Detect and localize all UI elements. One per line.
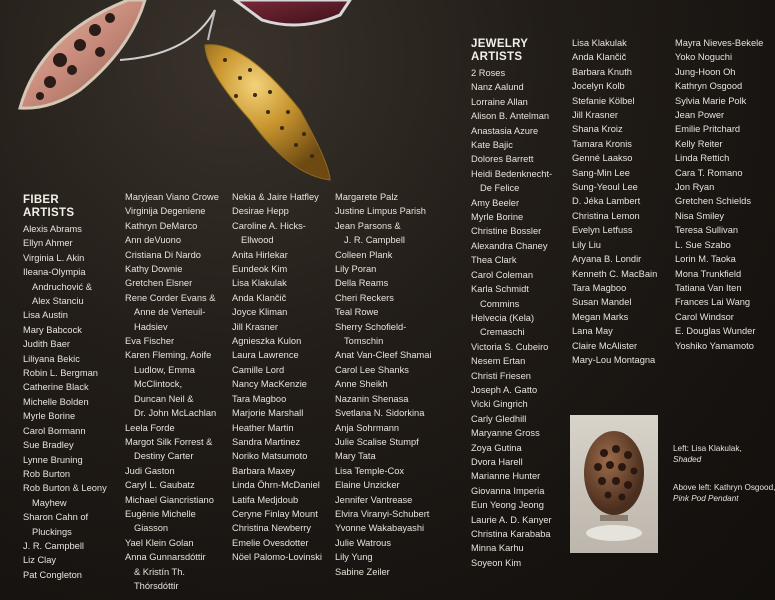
artist-name: Kate Bajic <box>471 140 513 151</box>
artist-name: Eugènie Michelle Giasson <box>125 508 196 534</box>
artist-name: Virginija Degeniene <box>125 206 206 217</box>
artist-name: Genné Laakso <box>572 153 633 164</box>
artist-name: Anda Klančič <box>572 52 627 63</box>
artist-name: Yvonne Wakabayashi <box>335 523 425 534</box>
artist-name: Cristiana Di Nardo <box>125 249 201 260</box>
artist-name: Tara Magboo <box>232 393 287 404</box>
jewelry-artists-heading: JEWELRY ARTISTS <box>471 38 529 63</box>
artist-name: Virginia L. Akin <box>23 252 85 263</box>
artist-name: Lynne Bruning <box>23 454 83 465</box>
artist-name: Ellyn Ahmer <box>23 238 73 249</box>
artist-name: Mary Tata <box>335 451 376 462</box>
artist-name: Noriko Matsumoto <box>232 451 308 462</box>
artist-name: Catherine Black <box>23 382 89 393</box>
artist-name: Nekia & Jaire Hatfley <box>232 192 319 202</box>
artist-name: Teal Rowe <box>335 307 379 318</box>
artist-name: Rob Burton & Leony Mayhew <box>23 483 107 508</box>
artist-name: Lily Yung <box>335 552 373 563</box>
caption-above-left <box>673 483 775 504</box>
artist-name: Lisa Klakulak <box>232 278 287 289</box>
artist-name: Liliyana Bekic <box>23 353 80 364</box>
artist-name: Kathy Downie <box>125 264 183 275</box>
artist-name: Nancy MacKenzie <box>232 379 307 390</box>
artist-name: Maryanne Gross <box>471 428 540 439</box>
artist-name: Julie Scalise Stumpf <box>335 436 419 447</box>
artist-name: Zoya Gutina <box>471 442 522 453</box>
artist-name: Shana Kroiz <box>572 124 623 135</box>
artist-name: Jill Krasner <box>232 321 278 332</box>
artist-name: Heidi Bedenknecht- De Felice <box>471 168 553 194</box>
artist-name: Barbara Knuth <box>572 66 632 77</box>
artist-name: Lisa Klakulak <box>572 38 627 48</box>
artist-name: Emilie Pritchard <box>675 124 741 135</box>
artist-name: Teresa Sullivan <box>675 225 739 236</box>
artist-name: Lily Poran <box>335 264 377 275</box>
jewelry-artists-column-2 <box>572 36 672 367</box>
artist-name: Anita Hirlekar <box>232 249 288 260</box>
artist-name: Judith Baer <box>23 339 71 350</box>
artist-name: Minna Karhu <box>471 543 524 554</box>
artist-name: Jennifer Vantrease <box>335 494 413 505</box>
artist-name: Gretchen Schields <box>675 196 751 207</box>
artist-name: Victoria S. Cubeiro <box>471 341 549 352</box>
artist-name: 2 Roses <box>471 68 506 78</box>
artist-name: Jean Parsons & J. R. Campbell <box>335 220 405 246</box>
artist-name: Claire McAlister <box>572 340 638 351</box>
artist-name: Yoshiko Yamamoto <box>675 340 754 351</box>
artist-name: Lily Liu <box>572 239 601 250</box>
artist-name: Elvira Viranyi-Schubert <box>335 508 430 519</box>
artist-name: Robin L. Bergman <box>23 368 98 379</box>
artist-name: Jean Power <box>675 110 725 121</box>
artist-name: Nanz Aalund <box>471 82 524 93</box>
caption-above-title: Pink Pod Pendant <box>673 493 739 503</box>
artist-name: Nöel Palomo-Lovinski <box>232 552 322 563</box>
artist-name: Myrle Borine <box>471 212 524 223</box>
fiber-artists-column-3 <box>232 190 337 565</box>
artist-name: Amy Beeler <box>471 197 520 208</box>
fiber-artists-heading: FIBER ARTISTS <box>23 194 75 219</box>
artist-name: Susan Mandel <box>572 297 632 308</box>
artist-name: Joyce Kliman <box>232 307 288 318</box>
artist-name: Christine Bossler <box>471 226 542 237</box>
artist-name: Alexandra Chaney <box>471 240 548 251</box>
artist-name: Justine Limpus Parish <box>335 206 426 217</box>
artist-name: Laurie A. D. Kanyer <box>471 514 552 525</box>
artist-name: Carol Coleman <box>471 269 534 280</box>
artist-name: Karen Fleming, Aoife Ludlow, Emma McClintock, Duncan Neil & Dr. John McLachlan <box>125 350 217 419</box>
artist-name: Sabine Zeiler <box>335 566 390 577</box>
artist-name: Frances Lai Wang <box>675 297 751 308</box>
caption-left-prefix: Left: Lisa Klakulak, <box>673 444 742 453</box>
artist-name: Eundeok Kim <box>232 264 288 275</box>
artist-name: Christina Lemon <box>572 210 640 221</box>
artist-name: Myrle Borine <box>23 411 76 422</box>
artist-name: Ann deVuono <box>125 235 182 246</box>
artist-name: Soyeon Kim <box>471 557 522 568</box>
artist-name: Emelie Ovesdotter <box>232 537 309 548</box>
artist-name: Elaine Unzicker <box>335 480 400 491</box>
artist-name: Maryjean Viano Crowe <box>125 192 219 202</box>
artist-name: Svetlana N. Sidorkina <box>335 408 425 419</box>
artist-name: Alexis Abrams <box>23 224 82 234</box>
artist-name: Rob Burton <box>23 468 71 479</box>
caption-left-title: Shaded <box>673 454 702 464</box>
artist-name: Tatiana Van Iten <box>675 282 742 293</box>
artist-name: Mary Babcock <box>23 324 82 335</box>
artist-name: Sandra Martinez <box>232 436 301 447</box>
artist-name: Laura Lawrence <box>232 350 299 361</box>
artist-name: Tamara Kronis <box>572 138 632 149</box>
artist-name: Lorin M. Taoka <box>675 254 736 265</box>
artist-name: Nesem Ertan <box>471 356 526 367</box>
artist-name: Rene Corder Evans & Anne de Verteuil- Hadsiev <box>125 292 216 332</box>
artist-name: Sue Bradley <box>23 440 74 451</box>
artist-name: Julie Watrous <box>335 537 391 548</box>
artist-name: Karla Schmidt Commins <box>471 284 529 309</box>
artist-name: Yoko Noguchi <box>675 52 733 63</box>
artist-name: Jon Ryan <box>675 182 715 193</box>
artist-name: Lorraine Allan <box>471 96 528 107</box>
artist-name: Thea Clark <box>471 255 517 266</box>
artist-name: Anja Sohrmann <box>335 422 400 433</box>
artist-name: Giovanna Imperia <box>471 485 545 496</box>
artist-name: E. Douglas Wunder <box>675 326 756 337</box>
artist-name: Barbara Maxey <box>232 465 296 476</box>
artist-name: Nisa Smiley <box>675 210 725 221</box>
artist-name: Lisa Austin <box>23 310 68 321</box>
artist-name: Anne Sheikh <box>335 379 388 390</box>
artist-name: L. Sue Szabo <box>675 239 731 250</box>
artist-name: Sang-Min Lee <box>572 167 630 178</box>
artist-name: Leela Forde <box>125 422 175 433</box>
artist-name: Vicki Gingrich <box>471 399 528 410</box>
fiber-artists-column-1 <box>23 222 123 582</box>
jewelry-pendant-artwork <box>0 0 460 200</box>
artist-name: Colleen Plank <box>335 249 393 260</box>
artist-name: Eun Yeong Jeong <box>471 500 544 511</box>
artist-name: Gretchen Elsner <box>125 278 193 289</box>
artist-name: Jung-Hoon Oh <box>675 66 736 77</box>
artist-name: Desirae Hepp <box>232 206 289 217</box>
artist-name: Linda Rettich <box>675 153 730 164</box>
artist-name: Anda Klančič <box>232 292 287 303</box>
artist-name: Ileana-Olympia Andruchović & Alex Stanciu <box>23 267 92 307</box>
artist-name: Latifa Medjdoub <box>232 494 299 505</box>
artist-name: Judi Gaston <box>125 465 175 476</box>
artwork-photo-shaded <box>570 415 658 553</box>
artist-name: Nazanin Shenasa <box>335 393 409 404</box>
caption-above-prefix: Above left: Kathryn Osgood, <box>673 483 775 492</box>
artist-name: Kelly Reiter <box>675 138 723 149</box>
artist-name: Cara T. Romano <box>675 167 743 178</box>
artist-name: Marianne Hunter <box>471 471 541 482</box>
artist-name: Marjorie Marshall <box>232 408 304 419</box>
artist-name: Jocelyn Kolb <box>572 81 625 92</box>
artist-name: Agnieszka Kulon <box>232 336 302 347</box>
artist-name: Kenneth C. MacBain <box>572 268 658 279</box>
artist-name: Jill Krasner <box>572 110 618 121</box>
artist-name: Carol Windsor <box>675 311 734 322</box>
artist-name: J. R. Campbell <box>23 540 84 551</box>
jewelry-artists-column-3 <box>675 36 775 353</box>
artist-name: Lisa Temple-Cox <box>335 465 405 476</box>
artist-name: Mona Trunkfield <box>675 268 742 279</box>
artist-name: Caroline A. Hicks- Ellwood <box>232 220 306 246</box>
artist-name: Alison B. Antelman <box>471 111 550 122</box>
artist-name: Ceryne Finlay Mount <box>232 508 318 519</box>
artist-name: Joseph A. Gatto <box>471 384 538 395</box>
artist-name: Mary-Lou Montagna <box>572 354 656 365</box>
artist-name: Yael Klein Golan <box>125 537 194 548</box>
artist-name: Cheri Reckers <box>335 292 394 303</box>
artist-name: Kathryn Osgood <box>675 81 743 92</box>
artist-name: Sharon Cahn of Pluckings <box>23 512 89 537</box>
artist-name: Camille Lord <box>232 364 285 375</box>
jewelry-artists-column-1 <box>471 66 571 570</box>
artist-name: Heather Martin <box>232 422 294 433</box>
artist-name: Dolores Barrett <box>471 154 534 165</box>
artist-name: Megan Marks <box>572 311 629 322</box>
artist-name: Margarete Palz <box>335 192 399 202</box>
artist-name: Tara Magboo <box>572 282 627 293</box>
artist-name: Kathryn DeMarco <box>125 220 198 231</box>
artist-name: Mayra Nieves-Bekele <box>675 38 764 48</box>
artist-name: Linda Öhrn-McDaniel <box>232 480 320 491</box>
artist-name: Lana May <box>572 326 613 337</box>
artist-name: Anastasia Azure <box>471 125 539 136</box>
artist-name: Christi Friesen <box>471 370 531 381</box>
artist-name: Pat Congleton <box>23 569 82 580</box>
artist-name: Eva Fischer <box>125 336 175 347</box>
artist-name: Sylvia Marie Polk <box>675 95 747 106</box>
caption-left <box>673 444 775 465</box>
artist-name: Anna Gunnarsdóttir & Kristín Th. Thórsdóttir <box>125 552 206 591</box>
artist-name: Della Reams <box>335 278 389 289</box>
fiber-artists-column-4 <box>335 190 440 579</box>
artist-name: Carol Lee Shanks <box>335 364 409 375</box>
fiber-artists-column-2 <box>125 190 235 593</box>
artist-name: Dvora Harell <box>471 456 523 467</box>
artist-name: Michelle Bolden <box>23 396 89 407</box>
artist-name: Stefanie Kölbel <box>572 95 635 106</box>
artist-name: Sung-Yeoul Lee <box>572 182 638 193</box>
artist-name: Caryl L. Gaubatz <box>125 480 195 491</box>
artist-name: Margot Silk Forrest & Destiny Carter <box>125 436 213 462</box>
artist-name: Helvecia (Kela) Cremaschi <box>471 312 535 338</box>
artist-name: Carly Gledhill <box>471 413 527 424</box>
artist-name: Aryana B. Londir <box>572 254 642 265</box>
artist-name: Michael Giancristiano <box>125 494 214 505</box>
artist-name: D. Jéka Lambert <box>572 196 641 207</box>
artist-name: Carol Bormann <box>23 425 86 436</box>
artist-name: Liz Clay <box>23 555 57 566</box>
artist-name: Sherry Schofield- Tomschin <box>335 321 407 347</box>
artist-name: Evelyn Letfuss <box>572 225 633 236</box>
artist-name: Anat Van-Cleef Shamai <box>335 350 432 361</box>
artist-name: Christina Newberry <box>232 523 312 534</box>
artist-name: Christina Karababa <box>471 529 551 539</box>
